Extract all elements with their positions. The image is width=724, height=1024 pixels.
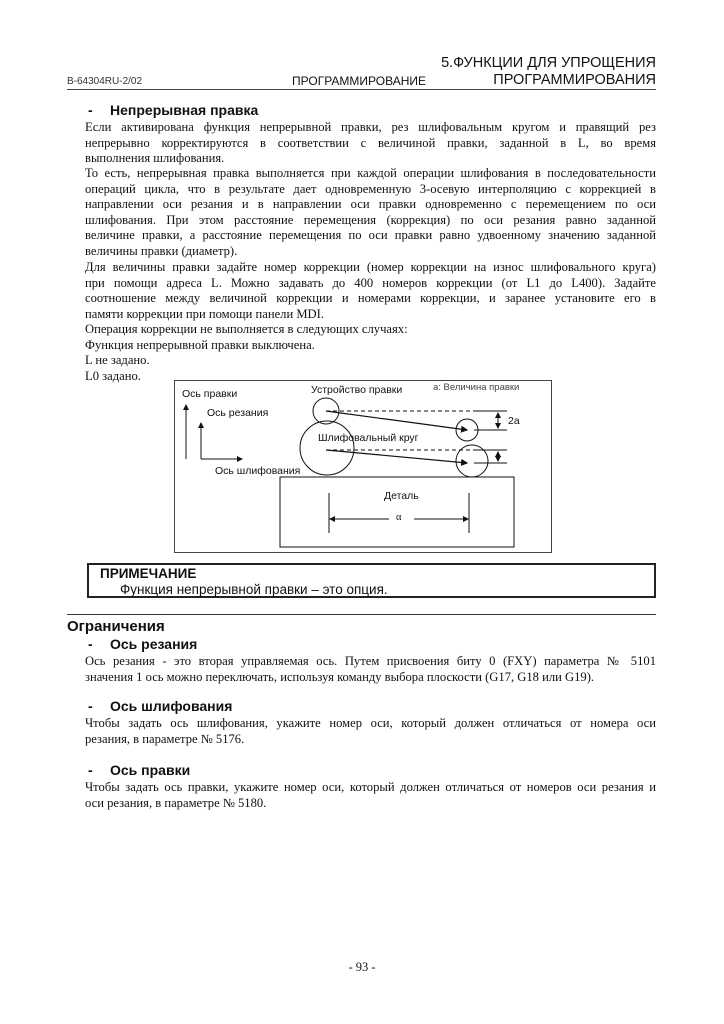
paragraph-grinding-axis (85, 716, 656, 747)
case-item: L0 задано. (85, 368, 141, 383)
text-line: величине правки, а расстояние перемещения по оси правки равно удвоенному значению заданной (85, 228, 656, 243)
paragraph-offset-number (85, 260, 656, 322)
text-line: выполнения шлифования. (85, 151, 225, 166)
subsection-heading-dressing-axis: Ось правки (110, 762, 191, 778)
text-line: при помощи адреса L. Можно задавать до 400 номеров коррекции (от L1 до L400). Задайте (85, 275, 656, 290)
note-text: Функция непрерывной правки – это опция. (120, 582, 388, 597)
paragraph-activation (85, 120, 656, 167)
subsection-heading-grinding-axis: Ось шлифования (110, 698, 233, 714)
text-line: шлифования. При этом расстояние перемещения (коррекция) по оси резания равно заданной (85, 212, 656, 227)
cases-list (85, 322, 656, 384)
case-item: Функция непрерывной правки выключена. (85, 337, 315, 352)
text-line: значения 1 ось можно переключать, используя команду выбора плоскости (G17, G18 или G19). (85, 669, 595, 684)
case-item: L не задано. (85, 353, 150, 368)
text-line: Для величины правки задайте номер коррекции (номер коррекции на износ шлифовального круга) (85, 260, 656, 274)
wheel-circle-start (300, 421, 354, 475)
label-dressing-axis: Ось правки (182, 388, 238, 400)
text-line: оси резания, в параметре № 5180. (85, 795, 267, 810)
chapter-title-line2: ПРОГРАММИРОВАНИЯ (493, 72, 656, 88)
text-line: резания, в параметре № 5176. (85, 731, 245, 746)
bullet-dash: - (88, 102, 93, 118)
text-line: непрерывно корректируются в соответствии с величиной правки, заданной в L, во время (85, 135, 656, 150)
label-2a: 2a (508, 415, 520, 427)
label-grinding-axis: Ось шлифования (215, 465, 301, 477)
continuous-dressing-diagram (174, 380, 552, 553)
paragraph-cutting-axis (85, 654, 656, 685)
label-legend: a: Величина правки (433, 382, 520, 393)
text-line: Чтобы задать ось шлифования, укажите номер оси, который должен отличаться от номера оси (85, 716, 656, 730)
label-cutting-axis: Ось резания (207, 407, 269, 419)
header-rule (67, 89, 656, 90)
text-line: направлении оси резания и в направлении оси правки одновременно с перемещением по оси (85, 197, 656, 212)
label-workpiece: Деталь (384, 490, 419, 502)
note-box (87, 563, 656, 598)
paragraph-dressing-axis (85, 780, 656, 811)
text-line: памяти коррекции при помощи панели MDI. (85, 306, 324, 321)
cases-intro: Операция коррекции не выполняется в следующих случаях: (85, 322, 408, 336)
text-line: операций цикла, что в результате дает одновременную 3-осевую интерполяцию с коррекцией в (85, 181, 656, 196)
paragraph-explanation (85, 166, 656, 260)
text-line: величины правки (диаметр). (85, 243, 238, 258)
label-alpha: α (396, 512, 402, 523)
subsection-heading-cutting-axis: Ось резания (110, 636, 198, 652)
bullet-dash: - (88, 636, 93, 652)
text-line: То есть, непрерывная правка выполняется при каждой операции шлифования в последовательности (85, 166, 656, 180)
bullet-dash: - (88, 762, 93, 778)
text-line: соотношение между величиной коррекции и номерами коррекции, и заранее установите его в (85, 291, 656, 306)
section-heading-limitations: Ограничения (67, 618, 165, 635)
document-code: B-64304RU-2/02 (67, 76, 143, 87)
label-grinding-wheel: Шлифовальный круг (318, 432, 419, 444)
text-line: Ось резания - это вторая управляемая ось. Путем присвоения биту 0 (FXY) параметра № 5101 (85, 654, 656, 668)
section-title: ПРОГРАММИРОВАНИЕ (292, 74, 426, 88)
text-line: Чтобы задать ось правки, укажите номер оси, который должен отличаться от номеров оси резания и (85, 780, 656, 794)
label-dresser: Устройство правки (311, 384, 403, 396)
section-divider (67, 614, 656, 615)
subsection-heading-continuous-dressing: Непрерывная правка (110, 102, 259, 118)
bullet-dash: - (88, 698, 93, 714)
page-number: - 93 - (348, 960, 376, 974)
text-line: Если активирована функция непрерывной правки, рез шлифовальным кругом и правящий рез (85, 120, 656, 134)
note-title: ПРИМЕЧАНИЕ (100, 566, 197, 581)
chapter-title-line1: 5.ФУНКЦИИ ДЛЯ УПРОЩЕНИЯ (441, 55, 656, 71)
